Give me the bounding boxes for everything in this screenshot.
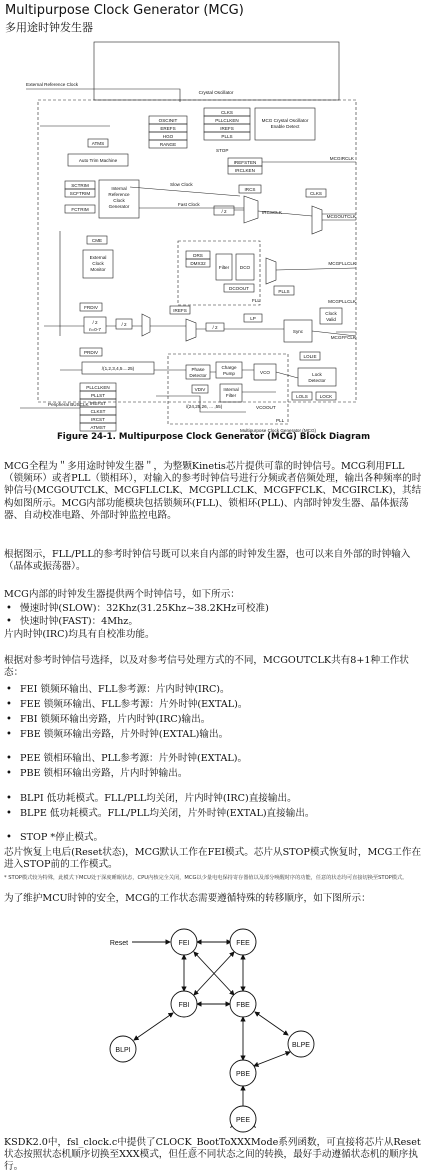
- svg-text:CLKS: CLKS: [309, 191, 323, 196]
- svg-text:MCG Crystal Oscillator: MCG Crystal Oscillator: [261, 118, 309, 123]
- list-item: • BLPE 低功耗模式。FLL/PLL均关闭，片外时钟(EXTAL)直接输出。: [6, 808, 315, 820]
- svg-text:Peripheral BUSCLK: Peripheral BUSCLK: [48, 402, 89, 407]
- svg-text:Internal: Internal: [111, 186, 127, 191]
- svg-text:ATMS: ATMS: [91, 141, 105, 146]
- svg-text:VCO: VCO: [260, 370, 270, 375]
- state-label-reset: Reset: [109, 940, 129, 947]
- svg-text:IREFST: IREFST: [89, 401, 107, 406]
- mcg-state-transition-graph: [0, 900, 427, 1128]
- svg-text:RANGE: RANGE: [159, 142, 177, 147]
- svg-text:Filter: Filter: [225, 393, 237, 398]
- list-item: • FEI 锁频环输出、FLL参考源：片内时钟(IRC)。: [6, 684, 230, 696]
- svg-text:/(24,25,26, ... ,55): /(24,25,26, ... ,55): [186, 404, 223, 409]
- svg-text:DCO: DCO: [239, 265, 251, 270]
- svg-text:MCGOUTCLK: MCGOUTCLK: [326, 214, 356, 219]
- svg-text:Clock: Clock: [113, 198, 125, 203]
- svg-text:n=0-7: n=0-7: [89, 327, 101, 332]
- svg-text:PLLS: PLLS: [221, 134, 233, 139]
- paragraph-ksdk: KSDK2.0中，fsl_clock.c中提供了CLOCK_BootToXXXMode系列函数，可直接将芯片从Reset状态按照状态机顺序切换至XXX模式，但任意不同状态之间的转换，最好手动遵循状态机的顺序执行。: [4, 1137, 421, 1173]
- list-item: • BLPI 低功耗模式。FLL/PLL均关闭，片内时钟(IRC)直接输出。: [6, 793, 297, 805]
- list-item: • PBE 锁相环输出旁路，片内时钟输出。: [6, 768, 187, 780]
- svg-text:/ 2: / 2: [221, 209, 227, 214]
- paragraph-irc: 片内时钟(IRC)均具有自校准功能。: [4, 629, 155, 640]
- paragraph-reset: 芯片恢复上电后(Reset状态)，MCG默认工作在FEI模式。芯片从STOP模式恢复时，MCG工作在进入STOP前的工作模式。: [4, 847, 422, 871]
- figure-caption: Figure 24-1. Multipurpose Clock Generator (MCG) Block Diagram: [56, 432, 371, 442]
- svg-text:/ 2: / 2: [92, 320, 98, 325]
- page-title: Multipurpose Clock Generator (MCG): [5, 3, 244, 18]
- stop-note: * STOP模式较为特殊，此模式下MCU处于深度睡眠状态，CPU内核完全关闭，MCG以少量电电保持寄存器值以及部分唤醒时序的功能，任意的状态均可直接切换至STOP模式。: [4, 875, 408, 881]
- svg-text:EREFS: EREFS: [160, 126, 176, 131]
- svg-text:Crystal Oscillator: Crystal Oscillator: [198, 90, 234, 95]
- svg-text:VCOOUT: VCOOUT: [256, 405, 276, 410]
- svg-text:Phase: Phase: [191, 367, 205, 372]
- svg-text:Detector: Detector: [189, 373, 207, 378]
- svg-text:Lock: Lock: [312, 372, 322, 377]
- svg-text:MCGFFCLK: MCGFFCLK: [330, 335, 356, 340]
- svg-text:CME: CME: [91, 238, 103, 243]
- state-label-blpi: BLPI: [115, 1047, 131, 1054]
- state-label-blpe: BLPE: [292, 1042, 310, 1049]
- svg-text:VDIV: VDIV: [194, 387, 206, 392]
- svg-text:Detector: Detector: [308, 378, 326, 383]
- svg-text:HGO: HGO: [162, 134, 174, 139]
- paragraph-transition: 为了维护MCU时钟的安全，MCG的工作状态需要遵循特殊的转移顺序，如下图所示：: [4, 893, 371, 904]
- svg-text:Valid: Valid: [326, 317, 336, 322]
- svg-text:STOP: STOP: [216, 148, 229, 153]
- state-label-fee: FEE: [236, 940, 250, 947]
- svg-text:External Reference Clock: External Reference Clock: [26, 82, 79, 87]
- mcg-block-diagram: [0, 36, 427, 434]
- paragraph-reference: 根据图示，FLL/PLL的参考时钟信号既可以来自内部的时钟发生器，也可以来自外部的时钟输入（晶体或振荡器）。: [4, 549, 411, 573]
- svg-text:Enable Detect: Enable Detect: [270, 124, 300, 129]
- paragraph-intro: MCG全程为＂多用途时钟发生器＂，为整颗Kinetis芯片提供可靠的时钟信号。MCG利用FLL（锁频环）或者PLL（锁相环），对输入的参考时钟信号进行分频或者倍频处理，输出各种频率的时钟信号(MCGOUTCLK、MCGFLLCLK、MCGPLLCLK、MCGFFCLK、MCGIRCLK)，其结构如图所示。MCG内部功能模块包括锁频环(FLL)、锁相环(PLL)、内部时钟发生器、晶体振荡器、自动校准电路、外部时钟监控电路。: [4, 461, 422, 521]
- svg-text:Monitor: Monitor: [90, 267, 106, 272]
- svg-text:Filter: Filter: [218, 265, 230, 270]
- svg-text:Clock: Clock: [325, 311, 337, 316]
- svg-text:Clock: Clock: [92, 261, 104, 266]
- paragraph-internal-clocks: MCG内部的时钟发生器提供两个时钟信号，如下所示：: [4, 589, 240, 600]
- state-label-fbe: FBE: [236, 1002, 250, 1009]
- svg-text:/ 2: / 2: [212, 325, 218, 330]
- svg-text:LOCK: LOCK: [319, 394, 333, 399]
- list-item: • 快速时钟(FAST)：4Mhz。: [6, 616, 138, 628]
- svg-text:CLKST: CLKST: [90, 409, 106, 414]
- svg-text:IRCSCLK: IRCSCLK: [262, 210, 282, 215]
- svg-text:PRDIV: PRDIV: [83, 350, 99, 355]
- list-item: • FEE 锁频环输出、FLL参考源：片外时钟(EXTAL)。: [6, 699, 248, 711]
- svg-text:DMX32: DMX32: [190, 261, 206, 266]
- svg-text:/ 2: / 2: [121, 322, 127, 327]
- svg-text:Multipurpose Clock Generator (: Multipurpose Clock Generator (MCG): [240, 428, 317, 433]
- svg-text:External: External: [89, 255, 107, 260]
- svg-text:Auto Trim Machine: Auto Trim Machine: [78, 158, 118, 163]
- list-item: • FBI 锁频环输出旁路，片内时钟(IRC)输出。: [6, 714, 210, 726]
- svg-text:Sync: Sync: [292, 329, 304, 334]
- list-item: • FBE 锁频环输出旁路，片外时钟(EXTAL)输出。: [6, 729, 228, 741]
- svg-text:FLL: FLL: [252, 298, 260, 303]
- svg-text:MCGFLLCLK: MCGFLLCLK: [328, 261, 356, 266]
- svg-text:Charge: Charge: [221, 365, 237, 370]
- state-label-fei: FEI: [178, 940, 190, 947]
- svg-text:PLLCLKEN: PLLCLKEN: [86, 385, 110, 390]
- state-pee-node: [226, 1102, 260, 1136]
- svg-text:IREFS: IREFS: [173, 308, 187, 313]
- svg-text:PLL: PLL: [276, 418, 285, 423]
- svg-text:Reference: Reference: [108, 192, 130, 197]
- svg-text:IRCLKEN: IRCLKEN: [235, 168, 255, 173]
- svg-text:SCFTRIM: SCFTRIM: [69, 191, 91, 196]
- svg-text:Generator: Generator: [108, 204, 130, 209]
- list-item: • PEE 锁相环输出、PLL参考源：片外时钟(EXTAL)。: [6, 753, 247, 765]
- list-item: • 慢速时钟(SLOW)：32Khz(31.25Khz~38.2KHz可校准): [6, 603, 269, 615]
- svg-text:IRCST: IRCST: [91, 417, 105, 422]
- svg-text:PLLCLKEN: PLLCLKEN: [215, 118, 239, 123]
- svg-text:IREFSTEN: IREFSTEN: [233, 160, 257, 165]
- paragraph-modes: 根据对参考时钟信号选择，以及对参考信号处理方式的不同，MCGOUTCLK共有8+1种工作状态：: [4, 655, 409, 679]
- state-label-fbi: FBI: [178, 1002, 190, 1009]
- state-label-pbe: PBE: [235, 1071, 251, 1078]
- svg-text:MCGPLLCLK: MCGPLLCLK: [328, 299, 356, 304]
- svg-text:ATMST: ATMST: [90, 425, 106, 430]
- page-subtitle: 多用途时钟发生器: [5, 21, 93, 34]
- svg-text:PLLS: PLLS: [278, 289, 290, 294]
- svg-text:FCTRIM: FCTRIM: [71, 207, 89, 212]
- list-item: • STOP *停止模式。: [6, 832, 103, 844]
- svg-text:Pump: Pump: [222, 371, 236, 376]
- svg-text:Fast Clock: Fast Clock: [178, 202, 200, 207]
- svg-text:IRCS: IRCS: [244, 187, 256, 192]
- svg-text:Slow Clock: Slow Clock: [170, 182, 193, 187]
- svg-text:DRS: DRS: [193, 253, 203, 258]
- svg-text:FRDIV: FRDIV: [84, 305, 98, 310]
- svg-text:LP: LP: [250, 316, 256, 321]
- svg-text:OSCINIT: OSCINIT: [158, 118, 178, 123]
- state-label-pee: PEE: [235, 1117, 251, 1124]
- svg-text:/(1,2,3,4,5....25): /(1,2,3,4,5....25): [101, 366, 135, 371]
- svg-text:SCTRIM: SCTRIM: [71, 183, 89, 188]
- svg-text:IREFS: IREFS: [220, 126, 234, 131]
- svg-text:DCOOUT: DCOOUT: [229, 286, 249, 291]
- svg-text:MCGIRCLK: MCGIRCLK: [329, 156, 354, 161]
- svg-text:LOLS: LOLS: [296, 394, 308, 399]
- svg-text:CLKS: CLKS: [220, 110, 234, 115]
- svg-text:PLLST: PLLST: [90, 393, 106, 398]
- svg-text:Internal: Internal: [223, 387, 239, 392]
- svg-text:LOLIE: LOLIE: [303, 354, 317, 359]
